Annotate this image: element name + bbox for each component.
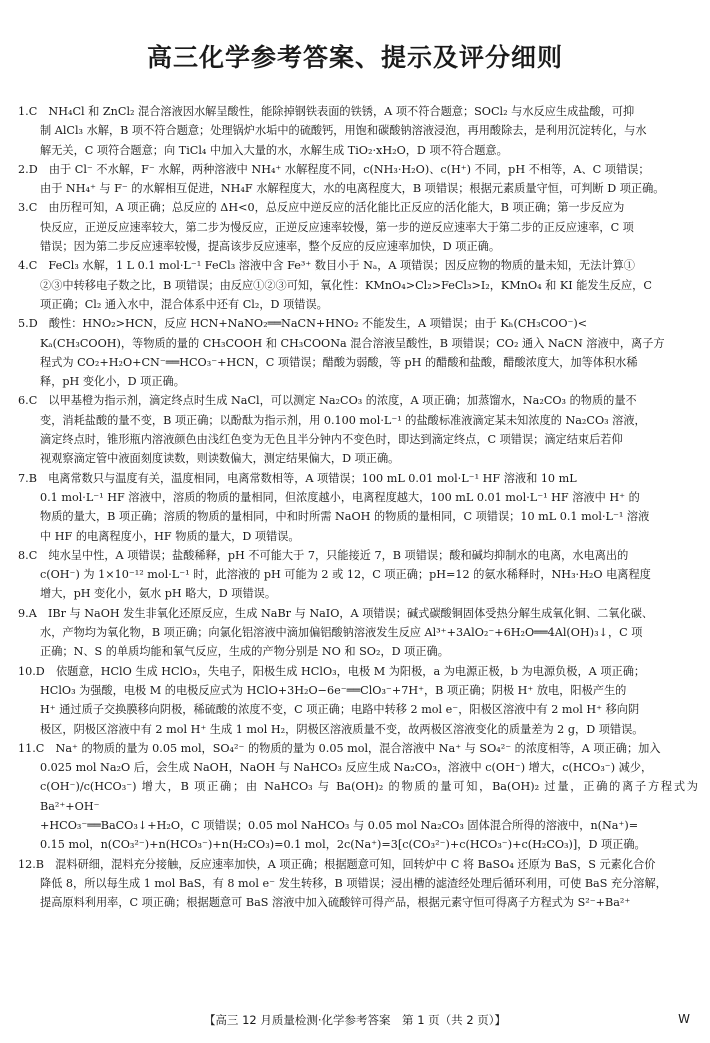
answer-number: 12.: [18, 857, 36, 871]
answer-item: [18, 662, 698, 739]
answer-first-line: [18, 160, 698, 179]
answer-text: C NH₄Cl 和 ZnCl₂ 混合溶液因水解呈酸性，能除掉钢铁表面的铁锈，A 项不符合题意；SOCl₂ 与水反应生成盐酸，可抑: [28, 105, 635, 118]
answer-line: 增大，pH 变化小，氨水 pH 略大，D 项错误。: [40, 587, 277, 601]
answer-number: 6.: [18, 394, 29, 408]
answer-line: c(OH⁻) 为 1×10⁻¹² mol·L⁻¹ 时，此溶液的 pH 可能为 2 或 12，C 项正确；pH=12 的氨水稀释时，NH₃·H₂O 电离程度: [40, 568, 651, 582]
answer-number: 9.: [18, 606, 29, 620]
answer-text: D 酸性：HNO₂>HCN，反应 HCN+NaNO₂══NaCN+HNO₂ 不能发生，A 项错误；由于 Kₕ(CH₃COO⁻)<: [28, 317, 588, 331]
answer-item: [18, 160, 698, 199]
answer-first-line: [18, 314, 698, 333]
answer-first-line: [18, 855, 698, 874]
answer-line: 提高原料利用率，C 项正确；根据题意可 BaS 溶液中加入硫酸锌可得产品，根据元素守恒可得离子方程式为 S²⁻+Ba²⁺: [40, 896, 631, 910]
answer-first-line: [18, 662, 698, 681]
answer-line: Kₐ(CH₃COOH)，等物质的量的 CH₃COOH 和 CH₃COONa 混合溶液呈酸性，B 项错误；CO₂ 通入 NaCN 溶液中，离子方: [40, 336, 665, 350]
answer-line: +HCO₃⁻══BaCO₃↓+H₂O，C 项错误；0.05 mol NaHCO₃ 与 0.05 mol Na₂CO₃ 固体混合所得的溶液中，n(Na⁺)=: [40, 818, 639, 832]
answer-first-line: [18, 102, 698, 121]
answer-line: 解无关，C 项符合题意；向 TiCl₄ 中加入大量的水，水解生成 TiO₂·xH₂O，D 项不符合题意。: [40, 143, 508, 157]
answer-line: 程式为 CO₂+H₂O+CN⁻══HCO₃⁻+HCN，C 项错误；醋酸为弱酸，等 pH 的醋酸和盐酸，醋酸浓度大，加等体积水稀: [40, 355, 638, 369]
answer-line: c(OH⁻)/c(HCO₃⁻) 增大，B 项正确；由 NaHCO₃ 与 Ba(OH)₂ 的物质的量可知，Ba(OH)₂ 过量，正确的离子方程式为 Ba²⁺+OH⁻: [40, 780, 698, 813]
answer-first-line: [18, 739, 698, 758]
answer-text: D 依题意，HClO 生成 HClO₃，失电子，阳极生成 HClO₃，电极 M 为阳极，a 为电源正极，b 为电源负极，A 项正确；: [35, 664, 646, 678]
answer-text: A IBr 与 NaOH 发生非氧化还原反应，生成 NaBr 与 NaIO，A 项错误；碱式碳酸铜固体受热分解生成氧化铜、二氧化碳、: [28, 606, 654, 620]
answer-line: 正确；N、S 的单质均能和氧气反应，生成的产物分别是 NO 和 SO₂，D 项正确。: [40, 645, 449, 659]
answer-line: 降低 8，所以每生成 1 mol BaS，有 8 mol e⁻ 发生转移，B 项错误；浸出槽的滤渣经处理后循环利用，可使 BaS 充分溶解，: [40, 876, 667, 890]
answer-line: 滴定终点时，锥形瓶内溶液颜色由浅红色变为无色且半分钟内不变色时，即达到滴定终点，C 项错误；滴定结束后若仰: [40, 433, 623, 447]
answer-line: 变，消耗盐酸的量不变，B 项正确；以酚酞为指示剂，用 0.100 mol·L⁻¹ 的盐酸标准液滴定某未知浓度的 Na₂CO₃ 溶液，: [40, 413, 646, 427]
answer-line: 极区，阴极区溶液中有 2 mol H⁺ 生成 1 mol H₂，阴极区溶液质量不变，故两极区溶液变化的质量差为 2 g，D 项错误。: [40, 722, 644, 736]
answer-item: [18, 102, 698, 160]
answer-item: [18, 469, 698, 546]
answer-line: HClO₃ 为强酸，电极 M 的电极反应式为 HClO+3H₂O−6e⁻══ClO₃⁻+7H⁺，B 项正确；阴极 H⁺ 放电，阳极产生的: [40, 683, 627, 697]
answer-number: 10.: [18, 664, 36, 678]
answer-item: [18, 739, 698, 855]
answer-line: 0.1 mol·L⁻¹ HF 溶液中，溶质的物质的量相同，但浓度越小，电离程度越大，100 mL 0.01 mol·L⁻¹ HF 溶液中 H⁺ 的: [40, 490, 640, 504]
answer-number: 3.: [18, 201, 29, 215]
answer-text: C 纯水呈中性，A 项错误；盐酸稀释，pH 不可能大于 7，只能接近 7，B 项错误；酸和碱均抑制水的电离，水电离出的: [28, 548, 629, 562]
answer-item: [18, 546, 698, 604]
answer-line: 快反应，正逆反应速率较大，第二步为慢反应，正逆反应速率较慢，第一步的逆反应速率大于第二步的正反应速率，C 项: [40, 220, 634, 234]
answer-first-line: [18, 604, 698, 623]
answer-line: 物质的量大，B 项正确；溶质的物质的量相同，中和时所需 NaOH 的物质的量相同，C 项错误；10 mL 0.1 mol·L⁻¹ 溶液: [40, 510, 650, 524]
answer-text: B 混料研细，混料充分接触，反应速率加快，A 项正确；根据题意可知，回转炉中 C 将 BaSO₄ 还原为 BaS，S 元素化合价: [35, 857, 656, 871]
answer-number: 4.: [18, 259, 29, 273]
answer-first-line: [18, 391, 698, 410]
answer-line: 项正确；Cl₂ 通入水中，混合体系中还有 Cl₂，D 项错误。: [40, 297, 328, 311]
answer-first-line: [18, 469, 698, 488]
answer-line: 0.025 mol Na₂O 后，会生成 NaOH，NaOH 与 NaHCO₃ 反应生成 Na₂CO₃，溶液中 c(OH⁻) 增大，c(HCO₃⁻) 减少，: [40, 761, 653, 775]
answer-line: H⁺ 通过质子交换膜移向阴极，稀硫酸的浓度不变，C 项正确；电路中转移 2 mol e⁻，阳极区溶液中有 2 mol H⁺ 移向阴: [40, 703, 640, 717]
answer-line: ②③中转移电子数之比，B 项错误；由反应①②③可知，氧化性：KMnO₄>Cl₂>FeCl₃>I₂，KMnO₄ 和 KI 能发生反应，C: [40, 278, 652, 292]
answer-line: 中 HF 的电离程度小，HF 物质的量大，D 项错误。: [40, 529, 300, 543]
page-title: 高三化学参考答案、提示及评分细则: [146, 43, 563, 72]
answer-number: 2.: [18, 162, 29, 176]
answer-text: C 由历程可知，A 项正确；总反应的 ΔH<0，总反应中逆反应的活化能比正反应的活化能大，B 项正确；第一步反应为: [28, 201, 625, 215]
page-mark: W: [678, 1012, 690, 1026]
answer-number: 1.: [18, 105, 29, 118]
answer-item: [18, 855, 698, 913]
page-footer: 【高三 12 月质量检测·化学参考答案 第 1 页（共 2 页）】: [203, 1013, 507, 1027]
answer-line: 制 AlCl₃ 水解，B 项不符合题意；处理锅炉水垢中的硫酸钙，用饱和碳酸钠溶液浸泡，再用酸除去，是利用沉淀转化，与水: [40, 124, 647, 138]
answer-first-line: [18, 256, 698, 275]
answer-line: 错误；因为第二步反应速率较慢，提高该步反应速率，整个反应的反应速率加快，D 项正确。: [40, 240, 501, 254]
answer-text: C 以甲基橙为指示剂，滴定终点时生成 NaCl，可以测定 Na₂CO₃ 的浓度，A 项正确；加蒸馏水，Na₂CO₃ 的物质的量不: [28, 394, 637, 408]
answer-line: 水，产物均为氧化物，B 项正确；向氯化铝溶液中滴加偏铝酸钠溶液发生反应 Al³⁺+3AlO₂⁻+6H₂O══4Al(OH)₃↓，C 项: [40, 626, 643, 640]
answer-item: [18, 391, 698, 468]
answer-text: C Na⁺ 的物质的量为 0.05 mol，SO₄²⁻ 的物质的量为 0.05 mol，混合溶液中 Na⁺ 与 SO₄²⁻ 的浓度相等，A 项正确；加入: [35, 741, 661, 755]
answer-number: 11.: [18, 741, 36, 755]
answer-item: [18, 314, 698, 391]
answer-item: [18, 198, 698, 256]
answer-number: 5.: [18, 317, 29, 331]
answer-number: 8.: [18, 548, 29, 562]
answer-item: [18, 604, 698, 662]
answer-line: 由于 NH₄⁺ 与 F⁻ 的水解相互促进，NH₄F 水解程度大，水的电离程度大，B 项错误；根据元素质量守恒，可判断 D 项正确。: [40, 182, 665, 196]
answer-list: [18, 102, 698, 912]
answer-first-line: [18, 198, 698, 217]
answer-number: 7.: [18, 471, 29, 485]
answer-line: 释，pH 变化小，D 项正确。: [40, 375, 185, 389]
answer-text: C FeCl₃ 水解，1 L 0.1 mol·L⁻¹ FeCl₃ 溶液中含 Fe³⁺ 数目小于 Nₐ，A 项错误；因反应物的物质的量未知，无法计算①: [28, 259, 635, 273]
answer-line: 视观察滴定管中液面刻度读数，则读数偏大，测定结果偏大，D 项正确。: [40, 452, 400, 466]
answer-first-line: [18, 546, 698, 565]
answer-item: [18, 256, 698, 314]
answer-text: B 电离常数只与温度有关，温度相同，电离常数相等，A 项错误；100 mL 0.01 mol·L⁻¹ HF 溶液和 10 mL: [28, 471, 577, 485]
answer-line: 0.15 mol，n(CO₃²⁻)+n(HCO₃⁻)+n(H₂CO₃)=0.1 mol，2c(Na⁺)=3[c(CO₃²⁻)+c(HCO₃⁻)+c(H₂CO₃)]，D 项正确。: [40, 838, 646, 852]
answer-text: D 由于 Cl⁻ 不水解，F⁻ 水解，两种溶液中 NH₄⁺ 水解程度不同，c(NH₃·H₂O)、c(H⁺) 不同，pH 不相等，A、C 项错误；: [28, 162, 650, 176]
